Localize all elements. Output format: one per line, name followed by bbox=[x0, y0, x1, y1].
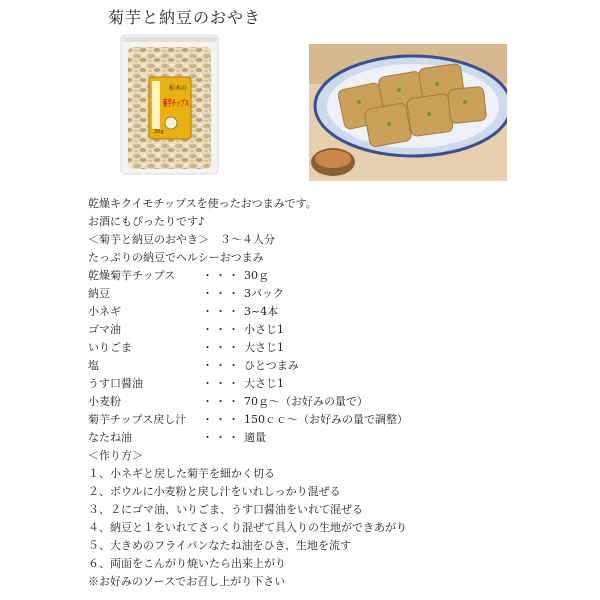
ingredient-qty: 70ｇ～（お好みの量で） bbox=[244, 395, 368, 408]
ingredient-qty: 適量 bbox=[244, 431, 266, 444]
intro-line: お酒にもぴったりです♪ bbox=[88, 215, 206, 228]
ingredient-dots: ・・・ bbox=[202, 269, 241, 282]
step-line: ３、２にゴマ油、いりごま、うす口醤油をいれて混ぜる bbox=[88, 503, 363, 516]
ingredient-qty: 150ｃｃ～（お好みの量で調整） bbox=[244, 413, 408, 426]
ingredient-dots: ・・・ bbox=[202, 377, 241, 390]
ingredient-qty: 3パック bbox=[244, 287, 284, 300]
ingredient-name: 納豆 bbox=[88, 287, 110, 300]
ingredient-dots: ・・・ bbox=[202, 323, 241, 336]
step-line: ４、納豆と１をいれてさっくり混ぜて具入りの生地ができあがり bbox=[88, 521, 407, 534]
ingredient-dots: ・・・ bbox=[202, 395, 241, 408]
ingredient-name: 乾燥菊芋チップス bbox=[88, 269, 176, 282]
intro-line: ＜菊芋と納豆のおやき＞ ３～４人分 bbox=[88, 233, 275, 246]
intro-line: 乾燥キクイモチップスを使ったおつまみです。 bbox=[88, 197, 317, 210]
step-line: ５、大きめのフライパンなたね油をひき、生地を流す bbox=[88, 539, 352, 552]
okonomi-oyaki-dish-photo bbox=[309, 44, 507, 181]
ingredient-qty: 小さじ1 bbox=[244, 323, 284, 336]
ingredient-qty: 30ｇ bbox=[244, 269, 269, 282]
package-label-main: 菊芋チップス bbox=[163, 99, 214, 109]
ingredient-dots: ・・・ bbox=[202, 341, 241, 354]
ingredient-qty: 大さじ1 bbox=[244, 341, 284, 354]
intro-line: たっぷりの納豆でヘルシーおつまみ bbox=[88, 251, 264, 264]
package-label-top: 栃木の bbox=[169, 85, 188, 92]
page-title: 菊芋と納豆のおやき bbox=[108, 8, 262, 27]
ingredient-dots: ・・・ bbox=[202, 413, 241, 426]
ingredient-name: 塩 bbox=[88, 359, 99, 372]
steps-heading: ＜作り方＞ bbox=[88, 449, 143, 462]
kikuimo-chips-package-image bbox=[119, 33, 220, 176]
ingredient-qty: 大さじ1 bbox=[244, 377, 284, 390]
ingredient-name: うす口醤油 bbox=[88, 377, 143, 390]
ingredient-dots: ・・・ bbox=[202, 287, 241, 300]
step-line: ２、ボウルに小麦粉と戻し汁をいれしっかり混ぜる bbox=[88, 485, 341, 498]
ingredient-name: いりごま bbox=[88, 341, 132, 354]
ingredient-name: 菊芋チップス戻し汁 bbox=[88, 413, 187, 426]
ingredient-name: なたね油 bbox=[88, 431, 132, 444]
step-line: １、小ネギと戻した菊芋を細かく切る bbox=[88, 467, 275, 480]
package-label-weight: 30g bbox=[154, 129, 164, 135]
ingredient-name: ゴマ油 bbox=[88, 323, 121, 336]
ingredient-dots: ・・・ bbox=[202, 305, 241, 318]
step-line: ６、両面をこんがり焼いたら出来上がり bbox=[88, 557, 286, 570]
ingredient-qty: 3~4本 bbox=[244, 305, 279, 318]
note-line: ※お好みのソースでお召し上がり下さい bbox=[88, 575, 286, 588]
ingredient-name: 小麦粉 bbox=[88, 395, 121, 408]
ingredient-qty: ひとつまみ bbox=[244, 359, 299, 372]
ingredient-dots: ・・・ bbox=[202, 431, 241, 444]
ingredient-name: 小ネギ bbox=[88, 305, 121, 318]
ingredient-dots: ・・・ bbox=[202, 359, 241, 372]
